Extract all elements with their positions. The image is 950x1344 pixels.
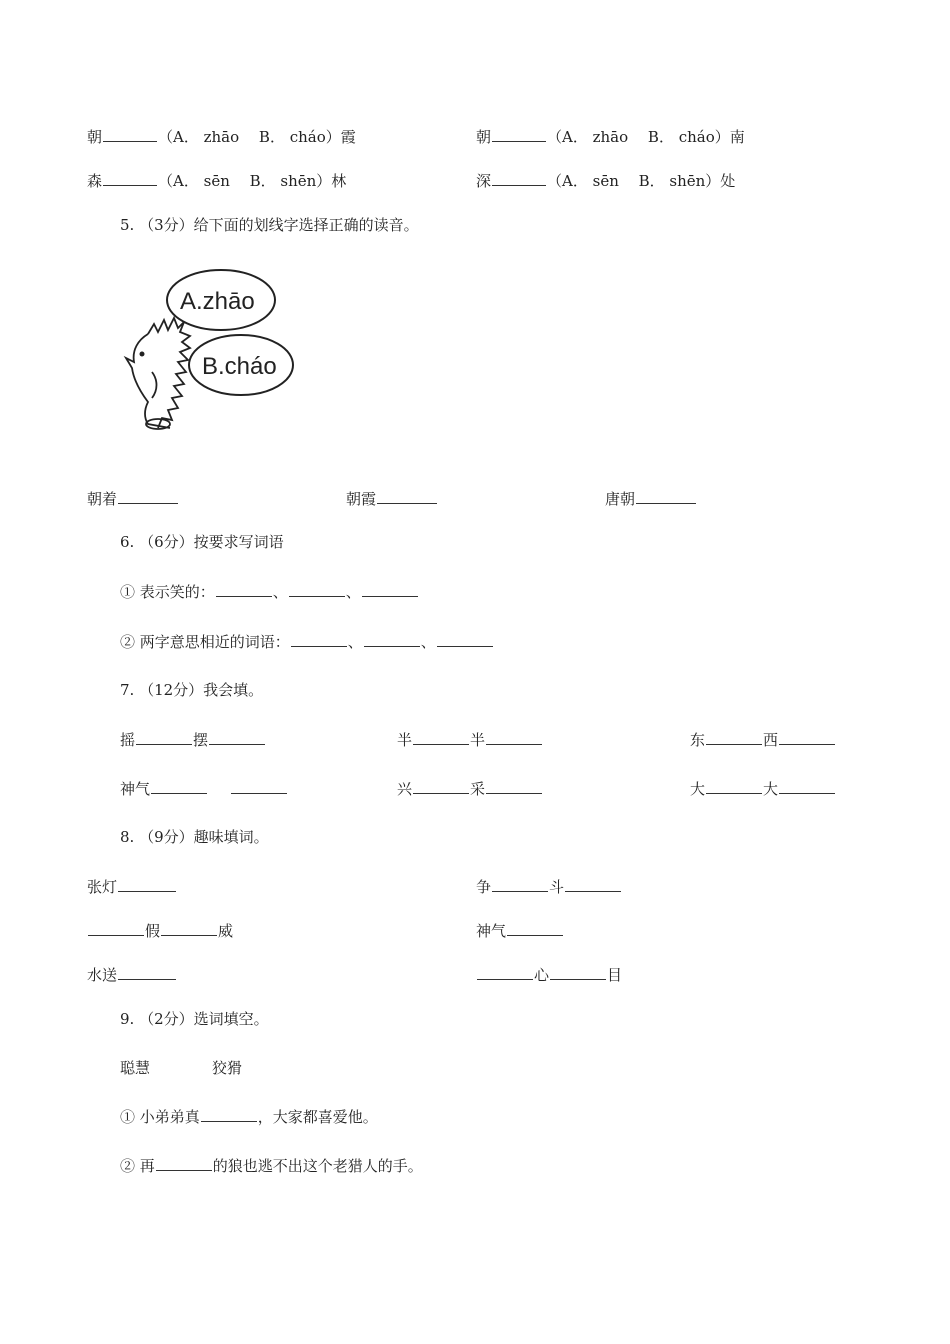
q9-sentence-1-pre: ① 小弟弟真: [120, 1108, 200, 1126]
answer-blank[interactable]: [550, 965, 606, 980]
q8-word: 张灯: [87, 878, 118, 896]
answer-blank[interactable]: [151, 779, 207, 794]
answer-blank[interactable]: [706, 779, 762, 794]
q4-item-3-char: 森: [87, 172, 103, 190]
q7-char: 西: [763, 731, 779, 749]
q8-item-2: [476, 877, 622, 897]
q7-char: 采: [470, 780, 486, 798]
q8-word: 神气: [476, 922, 507, 940]
answer-blank[interactable]: [492, 877, 548, 892]
answer-blank[interactable]: [779, 730, 835, 745]
answer-blank[interactable]: [291, 632, 347, 647]
answer-blank[interactable]: [507, 921, 563, 936]
answer-blank[interactable]: [103, 127, 157, 142]
q8-word: 水送: [87, 966, 118, 984]
answer-blank[interactable]: [636, 489, 696, 504]
q7-row2-item3: [690, 779, 836, 799]
answer-blank[interactable]: [486, 730, 542, 745]
answer-blank[interactable]: [231, 779, 287, 794]
q4-item-4: [476, 171, 735, 191]
hedgehog-illustration: [118, 262, 298, 437]
answer-blank[interactable]: [156, 1156, 212, 1171]
separator: 、: [347, 633, 363, 651]
q9-sentence-1: [120, 1107, 378, 1127]
separator: 、: [345, 583, 361, 601]
q8-word: 心: [534, 966, 550, 984]
q7-char: 神气: [120, 780, 151, 798]
q7-row2-item1: [120, 779, 288, 799]
q5-item-2-word: 朝霞: [346, 490, 377, 508]
q5-item-2: [346, 489, 438, 509]
answer-blank[interactable]: [364, 632, 420, 647]
answer-blank[interactable]: [216, 582, 272, 597]
q7-char: 兴: [397, 780, 413, 798]
q4-item-3-options: （A． sēn B． shēn）林: [158, 172, 347, 190]
q4-item-2-options: （A． zhāo B． cháo）南: [547, 128, 745, 146]
q4-item-2-char: 朝: [476, 128, 492, 146]
q6-item-1-label: ① 表示笑的：: [120, 583, 215, 601]
answer-blank[interactable]: [136, 730, 192, 745]
answer-blank[interactable]: [477, 965, 533, 980]
q8-item-3: [87, 921, 233, 941]
answer-blank[interactable]: [437, 632, 493, 647]
answer-blank[interactable]: [118, 489, 178, 504]
q7-row1-item1: [120, 730, 266, 750]
answer-blank[interactable]: [289, 582, 345, 597]
q4-item-4-char: 深: [476, 172, 492, 190]
separator: 、: [420, 633, 436, 651]
q5-item-3: [605, 489, 697, 509]
q8-item-6: [476, 965, 622, 985]
answer-blank[interactable]: [118, 965, 176, 980]
q6-item-2-label: ② 两字意思相近的词语：: [120, 633, 290, 651]
answer-blank[interactable]: [88, 921, 144, 936]
q7-char: 摆: [193, 731, 209, 749]
q9-word-option: 聪慧: [120, 1059, 151, 1077]
answer-blank[interactable]: [486, 779, 542, 794]
q8-word: 斗: [549, 878, 565, 896]
q4-item-4-options: （A． sēn B． shēn）处: [547, 172, 736, 190]
q8-item-4: [476, 921, 564, 941]
answer-blank[interactable]: [413, 779, 469, 794]
answer-blank[interactable]: [779, 779, 835, 794]
q5-item-1: [87, 489, 179, 509]
q9-sentence-2-pre: ② 再: [120, 1157, 155, 1175]
q7-char: 大: [690, 780, 706, 798]
q7-char: 东: [690, 731, 706, 749]
q7-char: 摇: [120, 731, 136, 749]
q4-item-1-options: （A． zhāo B． cháo）霞: [158, 128, 356, 146]
q7-char: 大: [763, 780, 779, 798]
q7-row2-item2: [397, 779, 543, 799]
q7-char: 半: [397, 731, 413, 749]
answer-blank[interactable]: [161, 921, 217, 936]
q4-item-1: [87, 127, 356, 147]
answer-blank[interactable]: [201, 1107, 257, 1122]
q8-word: 目: [607, 966, 623, 984]
q5-item-3-word: 唐朝: [605, 490, 636, 508]
q9-sentence-2-post: 的狼也逃不出这个老猎人的手。: [212, 1157, 423, 1175]
q8-word: 威: [218, 922, 234, 940]
q5-item-1-word: 朝着: [87, 490, 118, 508]
answer-blank[interactable]: [362, 582, 418, 597]
q8-word: 假: [145, 922, 161, 940]
q7-row1-item3: [690, 730, 836, 750]
bubble-a-text: A.zhāo: [180, 288, 255, 315]
separator: 、: [272, 583, 288, 601]
answer-blank[interactable]: [706, 730, 762, 745]
q4-item-1-char: 朝: [87, 128, 103, 146]
bubble-b-text: B.cháo: [202, 353, 277, 380]
q6-item-2: [120, 632, 494, 652]
q9-word-option: 狡猾: [212, 1059, 243, 1077]
q4-item-3: [87, 171, 346, 191]
q4-item-2: [476, 127, 745, 147]
q7-char: 半: [470, 731, 486, 749]
q8-item-1: [87, 877, 177, 897]
answer-blank[interactable]: [209, 730, 265, 745]
q9-sentence-2: [120, 1156, 423, 1176]
answer-blank[interactable]: [492, 171, 546, 186]
q9-sentence-1-post: ，大家都喜爱他。: [257, 1108, 378, 1126]
answer-blank[interactable]: [103, 171, 157, 186]
q5-title: 5. （3分）给下面的划线字选择正确的读音。: [120, 216, 419, 234]
q9-word-choices: [120, 1058, 242, 1078]
q6-title: 6. （6分）按要求写词语: [120, 533, 284, 551]
q9-title: 9. （2分）选词填空。: [120, 1010, 269, 1028]
answer-blank[interactable]: [377, 489, 437, 504]
q7-title: 7. （12分）我会填。: [120, 681, 264, 699]
answer-blank[interactable]: [118, 877, 176, 892]
q6-item-1: [120, 582, 419, 602]
answer-blank[interactable]: [492, 127, 546, 142]
answer-blank[interactable]: [565, 877, 621, 892]
q7-row1-item2: [397, 730, 543, 750]
q8-word: 争: [476, 878, 492, 896]
answer-blank[interactable]: [413, 730, 469, 745]
q8-title: 8. （9分）趣味填词。: [120, 828, 269, 846]
q8-item-5: [87, 965, 177, 985]
